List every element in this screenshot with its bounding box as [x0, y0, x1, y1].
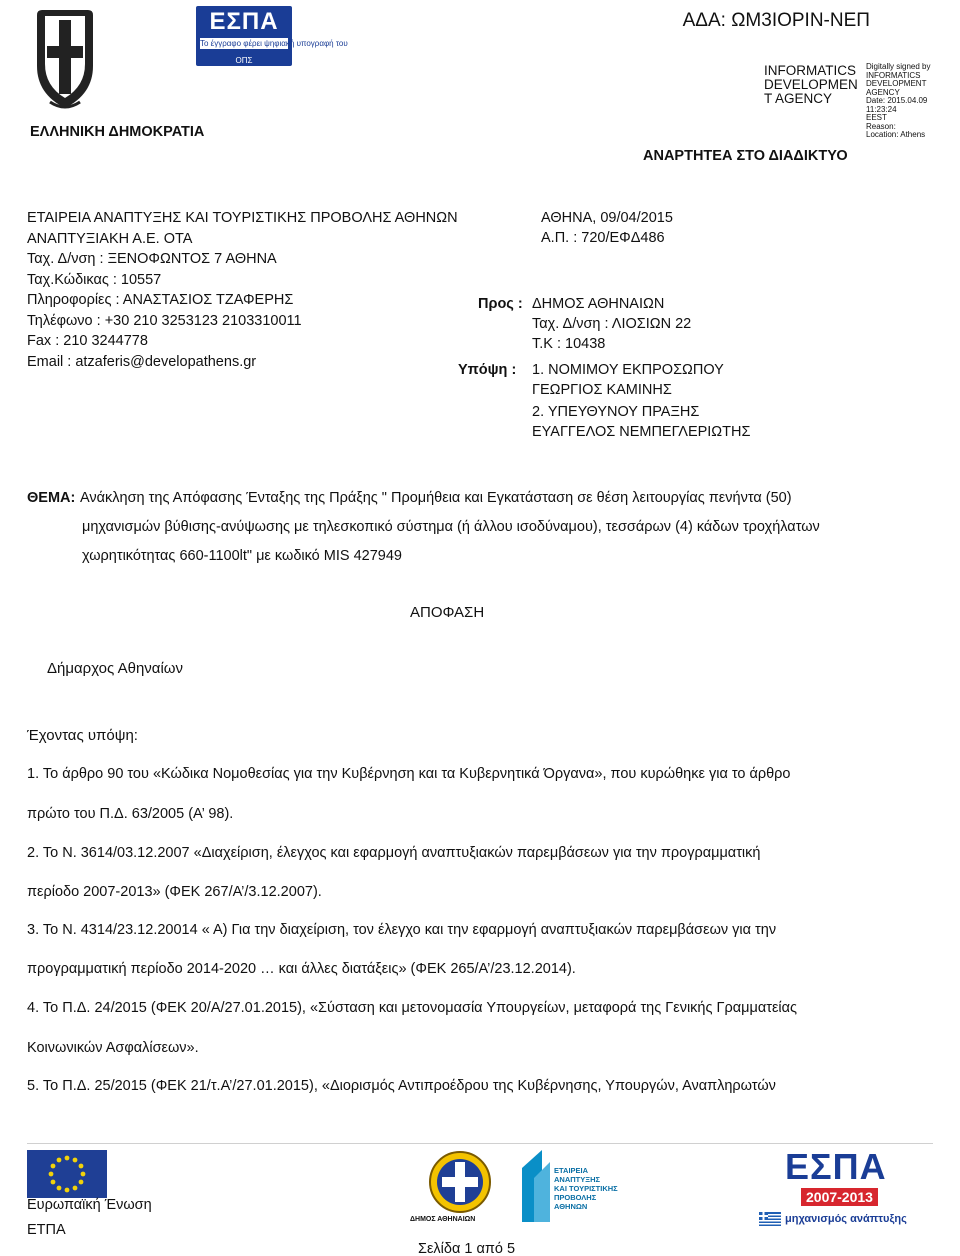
- recipient-address: Ταχ. Δ/νση : ΛΙΟΣΙΩΝ 22: [532, 316, 692, 332]
- eu-flag-icon: [27, 1150, 107, 1198]
- cc-item-2: 2. ΥΠΕΥΘΥΝΟΥ ΠΡΑΞΗΣ: [532, 404, 700, 420]
- espa-logo-word: ΕΣΠΑ: [209, 8, 279, 35]
- agency-line: ΑΘΗΝΩΝ: [554, 1202, 588, 1211]
- ada-code: ΑΔΑ: ΩΜ3ΙΟΡΙΝ-ΝΕΠ: [682, 10, 870, 31]
- sender-email: Email : atzaferis@developathens.gr: [27, 353, 257, 370]
- agency-line: ΚΑΙ ΤΟΥΡΙΣΤΙΚΗΣ: [554, 1184, 618, 1193]
- espa-2007-2013-logo: [755, 1148, 905, 1230]
- sender-line: Ταχ.Κώδικας : 10557: [27, 271, 162, 288]
- digital-signature-info: [866, 63, 960, 140]
- cc-item-1: 1. ΝΟΜΙΜΟΥ ΕΚΠΡΟΣΩΠΟΥ: [532, 362, 724, 378]
- signer-line: T AGENCY: [764, 91, 833, 106]
- signature-line: Digitally signed by: [866, 62, 931, 71]
- internet-posting-note: ΑΝΑΡΤΗΤΕΑ ΣΤΟ ΔΙΑΔΙΚΤΥΟ: [643, 148, 848, 164]
- recipient-zip: Τ.Κ : 10438: [532, 336, 606, 352]
- espa-bottom-years: 2007-2013: [801, 1188, 878, 1206]
- sender-line: ΑΝΑΠΤΥΞΙΑΚΗ Α.Ε. ΟΤΑ: [27, 230, 193, 247]
- sender-block: [27, 208, 458, 372]
- to-label: Προς :: [478, 296, 523, 312]
- athens-caption: ΔΗΜΟΣ ΑΘΗΝΑΙΩΝ: [410, 1216, 476, 1223]
- development-agency-logo: [520, 1148, 640, 1224]
- etpa-label: ΕΤΠΑ: [27, 1222, 66, 1238]
- page-number: Σελίδα 1 από 5: [418, 1241, 516, 1256]
- subject-line: μηχανισμών βύθισης-ανύψωσης με τηλεσκοπικό σύστημα (ή άλλου ισοδύναμου), τεσσάρων (4) κάδων τροχήλατων: [82, 519, 820, 535]
- legal-item: 1. Το άρθρο 90 του «Κώδικα Νομοθεσίας για την Κυβέρνηση και τα Κυβερνητικά Όργανα», που κυρώθηκε για το άρθρο: [27, 766, 791, 782]
- subject-line: χωρητικότητας 660-1100lt" με κωδικό MIS 427949: [82, 548, 402, 564]
- protocol-number: Α.Π. : 720/ΕΦΔ486: [541, 230, 665, 246]
- considering-heading: Έχοντας υπόψη:: [27, 727, 138, 744]
- greek-flag-icon: [759, 1212, 781, 1226]
- agency-line: ΑΝΑΠΤΥΞΗΣ: [554, 1175, 600, 1184]
- country-heading: ΕΛΛΗΝΙΚΗ ΔΗΜΟΚΡΑΤΙΑ: [30, 124, 205, 140]
- subject-line: Ανάκληση της Απόφασης Ένταξης της Πράξης " Προμήθεια και Εγκατάσταση σε θέση λειτουργίας πενήντα (50): [80, 490, 792, 506]
- legal-item: πρώτο του Π.Δ. 63/2005 (Α’ 98).: [27, 806, 234, 822]
- cc-item-2-name: ΕΥΑΓΓΕΛΟΣ ΝΕΜΠΕΓΛΕΡΙΩΤΗΣ: [532, 424, 751, 440]
- date-line: ΑΘΗΝΑ, 09/04/2015: [541, 210, 673, 226]
- cc-label: Υπόψη :: [458, 362, 517, 378]
- espa-digital-signature-logo: [196, 6, 348, 66]
- subject-label: ΘΕΜΑ:: [27, 490, 76, 506]
- legal-item: 2. Το Ν. 3614/03.12.2007 «Διαχείριση, έλεγχος και εφαρμογή αναπτυξιακών παρεμβάσεων για την προγραμματική: [27, 845, 761, 861]
- footer-divider: [27, 1143, 933, 1144]
- legal-item: περίοδο 2007-2013» (ΦΕΚ 267/Α’/3.12.2007).: [27, 884, 322, 900]
- sender-line: Ταχ. Δ/νση : ΞΕΝΟΦΩΝΤΟΣ 7 ΑΘΗΝΑ: [27, 251, 277, 267]
- signature-line: INFORMATICS: [866, 70, 921, 80]
- cc-item-1-name: ΓΕΩΡΓΙΟΣ ΚΑΜΙΝΗΣ: [532, 382, 672, 398]
- agency-line: ΕΤΑΙΡΕΙΑ: [554, 1166, 589, 1175]
- legal-item: προγραμματική περίοδο 2014-2020 … και άλλες διατάξεις» (ΦΕΚ 265/Α’/23.12.2014).: [27, 961, 576, 977]
- sender-line: Πληροφορίες : ΑΝΑΣΤΑΣΙΟΣ ΤΖΑΦΕΡΗΣ: [27, 292, 294, 308]
- sender-line: ΕΤΑΙΡΕΙΑ ΑΝΑΠΤΥΞΗΣ ΚΑΙ ΤΟΥΡΙΣΤΙΚΗΣ ΠΡΟΒΟΛΗΣ ΑΘΗΝΩΝ: [27, 210, 458, 226]
- legal-item: 4. Το Π.Δ. 24/2015 (ΦΕΚ 20/Α/27.01.2015), «Σύσταση και μετονομασία Υπουργείων, μεταφορά της Γενικής Γραμματείας: [27, 1000, 798, 1016]
- decision-title: ΑΠΟΦΑΣΗ: [410, 604, 485, 621]
- signature-line: DEVELOPMENT AGENCY: [866, 79, 927, 97]
- signature-line: EEST: [866, 113, 887, 122]
- signature-line: Date: 2015.04.09 11:23:24: [866, 96, 928, 114]
- recipient-name: ΔΗΜΟΣ ΑΘΗΝΑΙΩΝ: [532, 296, 665, 312]
- signer-line: INFORMATICS: [764, 63, 856, 78]
- mayor-heading: Δήμαρχος Αθηναίων: [47, 660, 183, 677]
- eu-label: Ευρωπαϊκή Ένωση: [27, 1197, 152, 1213]
- legal-item: 5. Το Π.Δ. 25/2015 (ΦΕΚ 21/τ.Α’/27.01.2015), «Διορισμός Αντιπροέδρου της Κυβέρνησης, Υπουργών, Αναπληρωτών: [27, 1078, 776, 1094]
- espa-bottom-word: ΕΣΠΑ: [785, 1146, 887, 1187]
- sender-line: Τηλέφωνο : +30 210 3253123 2103310011: [27, 312, 302, 329]
- signer-name: [764, 64, 864, 106]
- espa-bottom-tagline: μηχανισμός ανάπτυξης: [785, 1213, 907, 1225]
- signer-line: DEVELOPMEN: [764, 77, 858, 92]
- athens-municipality-logo: [420, 1148, 500, 1224]
- espa-logo-tag: ΟΠΣ: [235, 56, 253, 65]
- espa-logo-note: Το έγγραφο φέρει ψηφιακή υπογραφή του: [200, 39, 348, 48]
- legal-item: 3. Το Ν. 4314/23.12.20014 « Α) Για την διαχείριση, τον έλεγχο και την εφαρμογή αναπτυξιακών παρεμβάσεων για την: [27, 922, 777, 938]
- legal-item: Κοινωνικών Ασφαλίσεων».: [27, 1040, 199, 1056]
- signature-line: Location: Athens: [866, 130, 926, 139]
- sender-line: Fax : 210 3244778: [27, 333, 148, 349]
- greek-emblem: [30, 6, 100, 114]
- signature-line: Reason:: [866, 121, 896, 131]
- agency-line: ΠΡΟΒΟΛΗΣ: [554, 1193, 597, 1202]
